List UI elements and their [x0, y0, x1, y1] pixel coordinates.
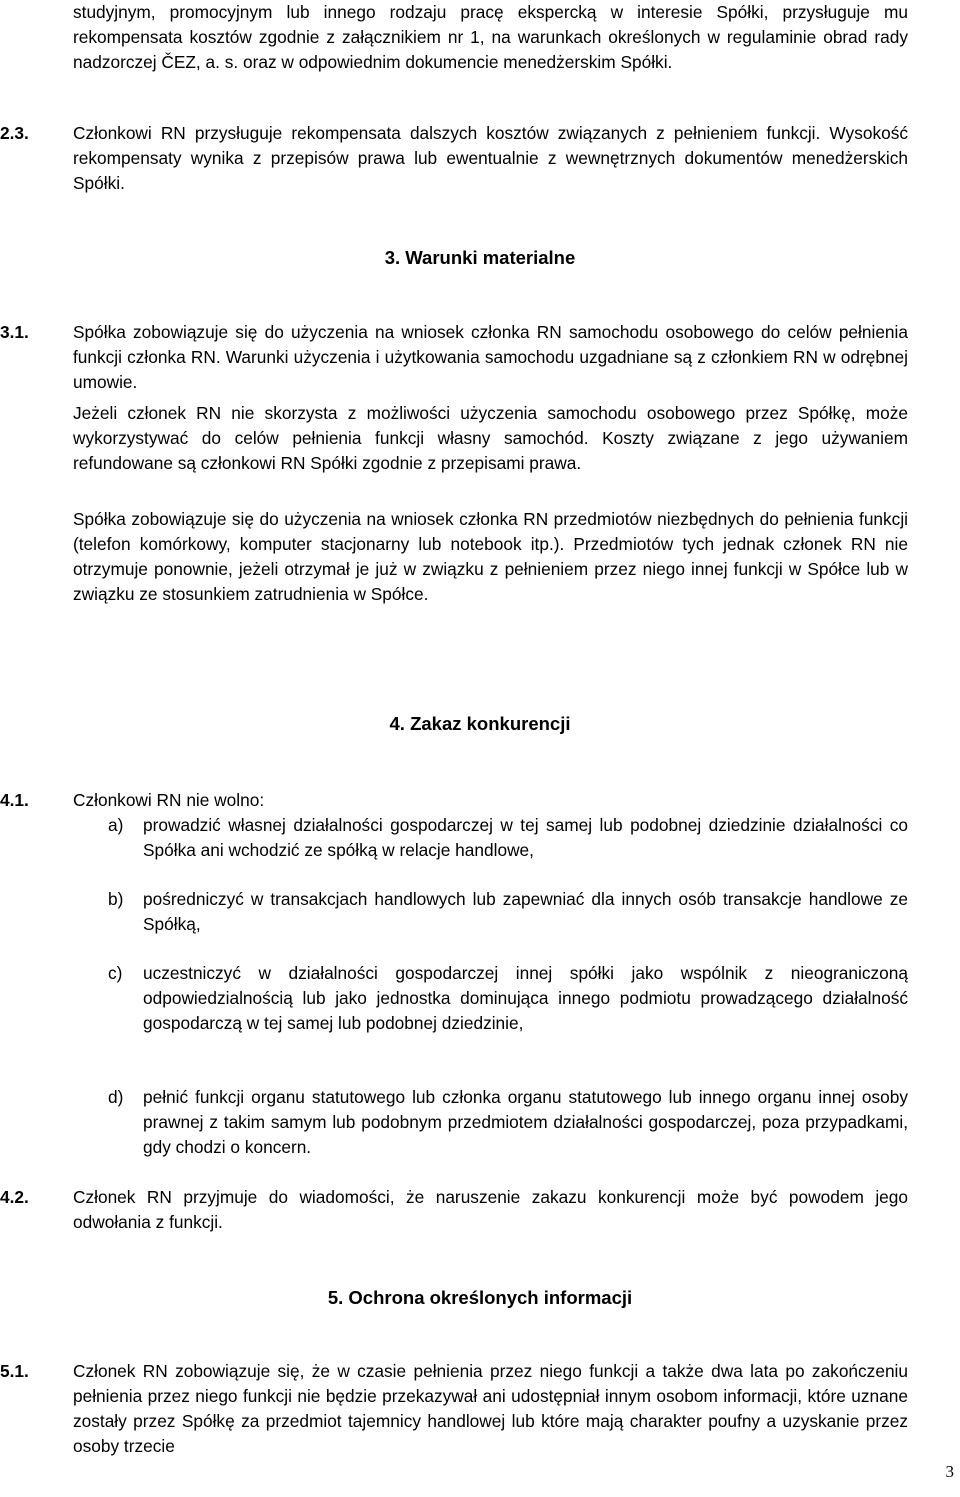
list-item-label-a: a)	[108, 815, 124, 835]
paragraph-continued: studyjnym, promocyjnym lub innego rodzaju pracę ekspercką w interesie Spółki, przysługuje mu rekompensata kosztów zgodnie z załącznikiem nr 1, na warunkach określonych w regulaminie obrad rady nadzorczej ČEZ, a. s. oraz w odpowiednim dokumencie menedżerskim Spółki.	[73, 2, 908, 72]
paragraph-3-1-c: Spółka zobowiązuje się do użyczenia na wniosek członka RN przedmiotów niezbędnych do pełnienia funkcji (telefon komórkowy, komputer stacjonarny lub notebook itp.). Przedmiotów tych jednak członek RN nie otrzymuje ponownie, jeżeli otrzymał je już w związku z pełnieniem przez niego innej funkcji w Spółce lub w związku ze stosunkiem zatrudnienia w Spółce.	[73, 509, 908, 604]
paragraph-4-2: Członek RN przyjmuje do wiadomości, że naruszenie zakazu konkurencji może być powodem jego odwołania z funkcji.	[73, 1187, 908, 1232]
paragraph-2-3: Członkowi RN przysługuje rekompensata dalszych kosztów związanych z pełnieniem funkcji. Wysokość rekompensaty wynika z przepisów prawa lub ewentualnie z wewnętrznych dokumentów menedżerskich Spółki.	[73, 123, 908, 193]
list-item-label-d: d)	[108, 1087, 124, 1107]
section-number-3-1: 3.1.	[0, 322, 29, 342]
list-item-a: prowadzić własnej działalności gospodarczej w tej samej lub podobnej dziedzinie działalności co Spółka ani wchodzić ze spółką w relacje handlowe,	[143, 815, 908, 860]
section-number-4-1: 4.1.	[0, 790, 29, 810]
paragraph-3-1-a: Spółka zobowiązuje się do użyczenia na wniosek członka RN samochodu osobowego do celów pełnienia funkcji członka RN. Warunki użyczenia i użytkowania samochodu uzgadniane są z członkiem RN w odrębnej umowie.	[73, 322, 908, 392]
heading-section-4: 4. Zakaz konkurencji	[389, 713, 571, 734]
section-number-5-1: 5.1.	[0, 1361, 29, 1381]
list-item-label-b: b)	[108, 889, 124, 909]
heading-section-3: 3. Warunki materialne	[384, 247, 576, 268]
list-item-b: pośredniczyć w transakcjach handlowych lub zapewniać dla innych osób transakcje handlowe ze Spółką,	[143, 889, 908, 934]
section-number-4-2: 4.2.	[0, 1187, 29, 1207]
list-item-label-c: c)	[108, 963, 123, 983]
page-number: 3	[945, 1462, 954, 1481]
heading-section-5: 5. Ochrona określonych informacji	[327, 1287, 633, 1308]
list-item-d: pełnić funkcji organu statutowego lub członka organu statutowego lub innego organu innej osoby prawnej z takim samym lub podobnym przedmiotem działalności gospodarczej, poza przypadkami, gdy chodzi o koncern.	[143, 1087, 908, 1157]
list-item-c: uczestniczyć w działalności gospodarczej innej spółki jako wspólnik z nieograniczoną odpowiedzialnością lub jako jednostka dominująca innego podmiotu prowadzącego działalność gospodarczą w tej samej lub podobnej dziedzinie,	[143, 963, 908, 1033]
paragraph-3-1-b: Jeżeli członek RN nie skorzysta z możliwości użyczenia samochodu osobowego przez Spółkę, może wykorzystywać do celów pełnienia funkcji własny samochód. Koszty związane z jego używaniem refundowane są członkowi RN Spółki zgodnie z przepisami prawa.	[73, 403, 908, 473]
paragraph-4-1: Członkowi RN nie wolno:	[73, 790, 265, 810]
paragraph-5-1: Członek RN zobowiązuje się, że w czasie pełnienia przez niego funkcji a także dwa lata po zakończeniu pełnienia przez niego funkcji nie będzie przekazywał ani udostępniał innym osobom informacji, które uznane zostały przez Spółkę za przedmiot tajemnicy handlowej lub które mają charakter poufny a uzyskanie przez osoby trzecie	[73, 1361, 908, 1456]
section-number-2-3: 2.3.	[0, 123, 29, 143]
